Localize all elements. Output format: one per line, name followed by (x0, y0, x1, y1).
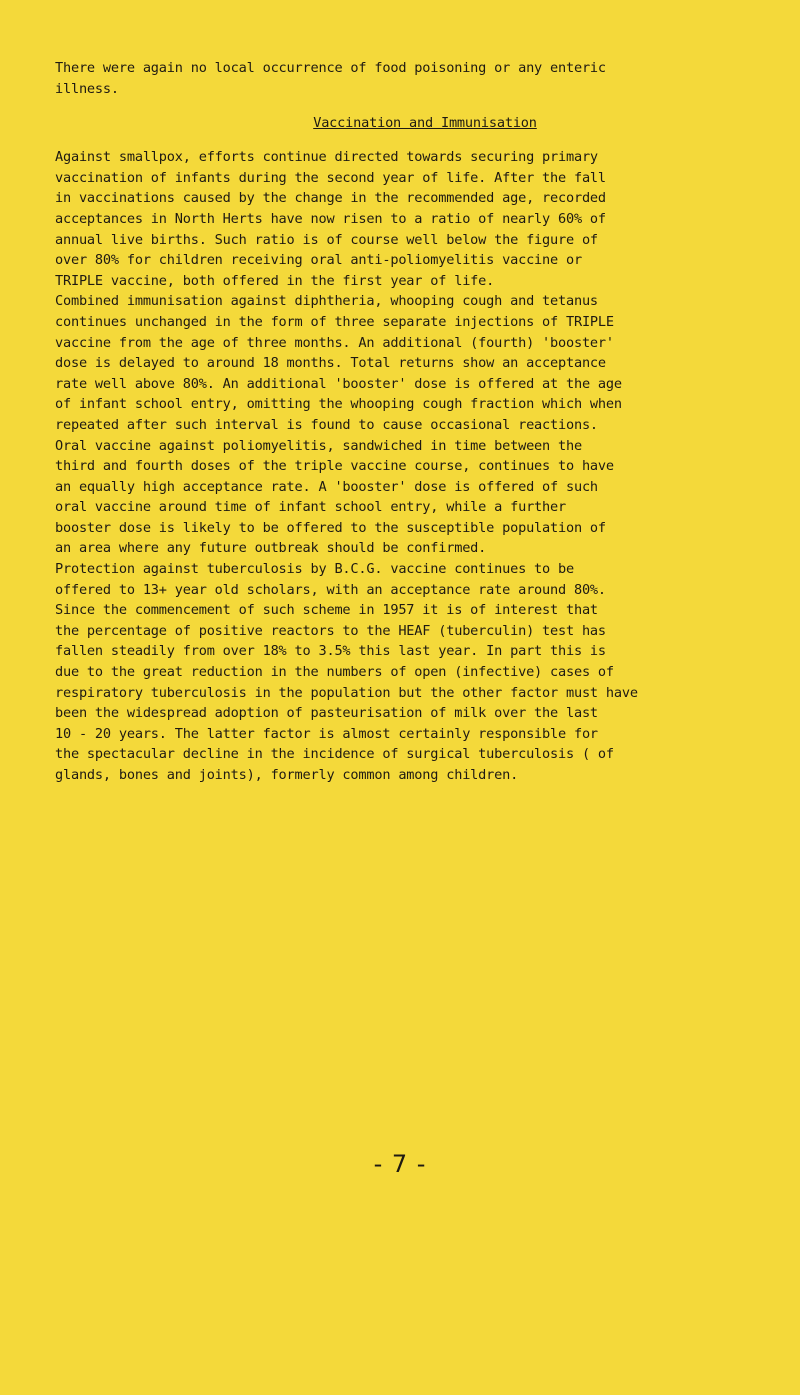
intro-line-1: There were again no local occurrence of food poisoning or any enteric (55, 60, 606, 76)
text-line: acceptances in North Herts have now risen to a ratio of nearly 60% of (55, 210, 606, 227)
section-heading: Vaccination and Immunisation (313, 115, 537, 132)
document-body (55, 58, 795, 786)
text-line: Against smallpox, efforts continue directed towards securing primary (55, 149, 598, 166)
text-line: TRIPLE vaccine, both offered in the first year of life. (55, 272, 495, 289)
text-line: rate well above 80%. An additional 'booster' dose is offered at the age (55, 375, 622, 392)
text-line: Protection against tuberculosis by B.C.G. vaccine continues to be (55, 561, 574, 578)
text-line: vaccination of infants during the second year of life. After the fall (55, 169, 606, 186)
text-line: glands, bones and joints), formerly common among children. (55, 767, 519, 783)
text-line: an equally high acceptance rate. A 'booster' dose is offered of such (55, 478, 598, 495)
text-line: in vaccinations caused by the change in the recommended age, recorded (55, 190, 606, 207)
text-line: the spectacular decline in the incidence of surgical tuberculosis ( of (55, 746, 614, 763)
text-line: offered to 13+ year old scholars, with an acceptance rate around 80%. (55, 581, 606, 598)
vaccination-section (55, 147, 795, 785)
text-line: over 80% for children receiving oral anti-poliomyelitis vaccine or (55, 252, 582, 269)
text-line: booster dose is likely to be offered to the susceptible population of (55, 519, 606, 536)
text-line: fallen steadily from over 18% to 3.5% this last year. In part this is (55, 643, 606, 660)
text-line: due to the great reduction in the numbers of open (infective) cases of (55, 664, 614, 681)
text-line: oral vaccine around time of infant school entry, while a further (55, 499, 566, 516)
text-line: the percentage of positive reactors to the HEAF (tuberculin) test has (55, 622, 606, 639)
text-line: continues unchanged in the form of three separate injections of TRIPLE (55, 313, 614, 330)
text-line: an area where any future outbreak should be confirmed. (55, 540, 487, 557)
intro-line-2: illness. (55, 80, 119, 97)
text-line: Combined immunisation against diphtheria, whooping cough and tetanus (55, 293, 598, 310)
text-line: 10 - 20 years. The latter factor is almost certainly responsible for (55, 725, 598, 742)
text-line: third and fourth doses of the triple vaccine course, continues to have (55, 458, 614, 475)
text-line: annual live births. Such ratio is of course well below the figure of (55, 231, 598, 248)
text-line: repeated after such interval is found to cause occasional reactions. (55, 416, 598, 433)
text-line: Since the commencement of such scheme in 1957 it is of interest that (55, 602, 598, 619)
text-line: Oral vaccine against poliomyelitis, sandwiched in time between the (55, 437, 582, 454)
page-number: - 7 - (373, 1150, 427, 1178)
text-line: vaccine from the age of three months. An additional (fourth) 'booster' (55, 334, 614, 351)
text-line: dose is delayed to around 18 months. Total returns show an acceptance (55, 355, 606, 372)
text-line: respiratory tuberculosis in the population but the other factor must have (55, 684, 638, 701)
text-line: been the widespread adoption of pasteurisation of milk over the last (55, 705, 598, 722)
text-line: of infant school entry, omitting the whooping cough fraction which when (55, 396, 622, 413)
